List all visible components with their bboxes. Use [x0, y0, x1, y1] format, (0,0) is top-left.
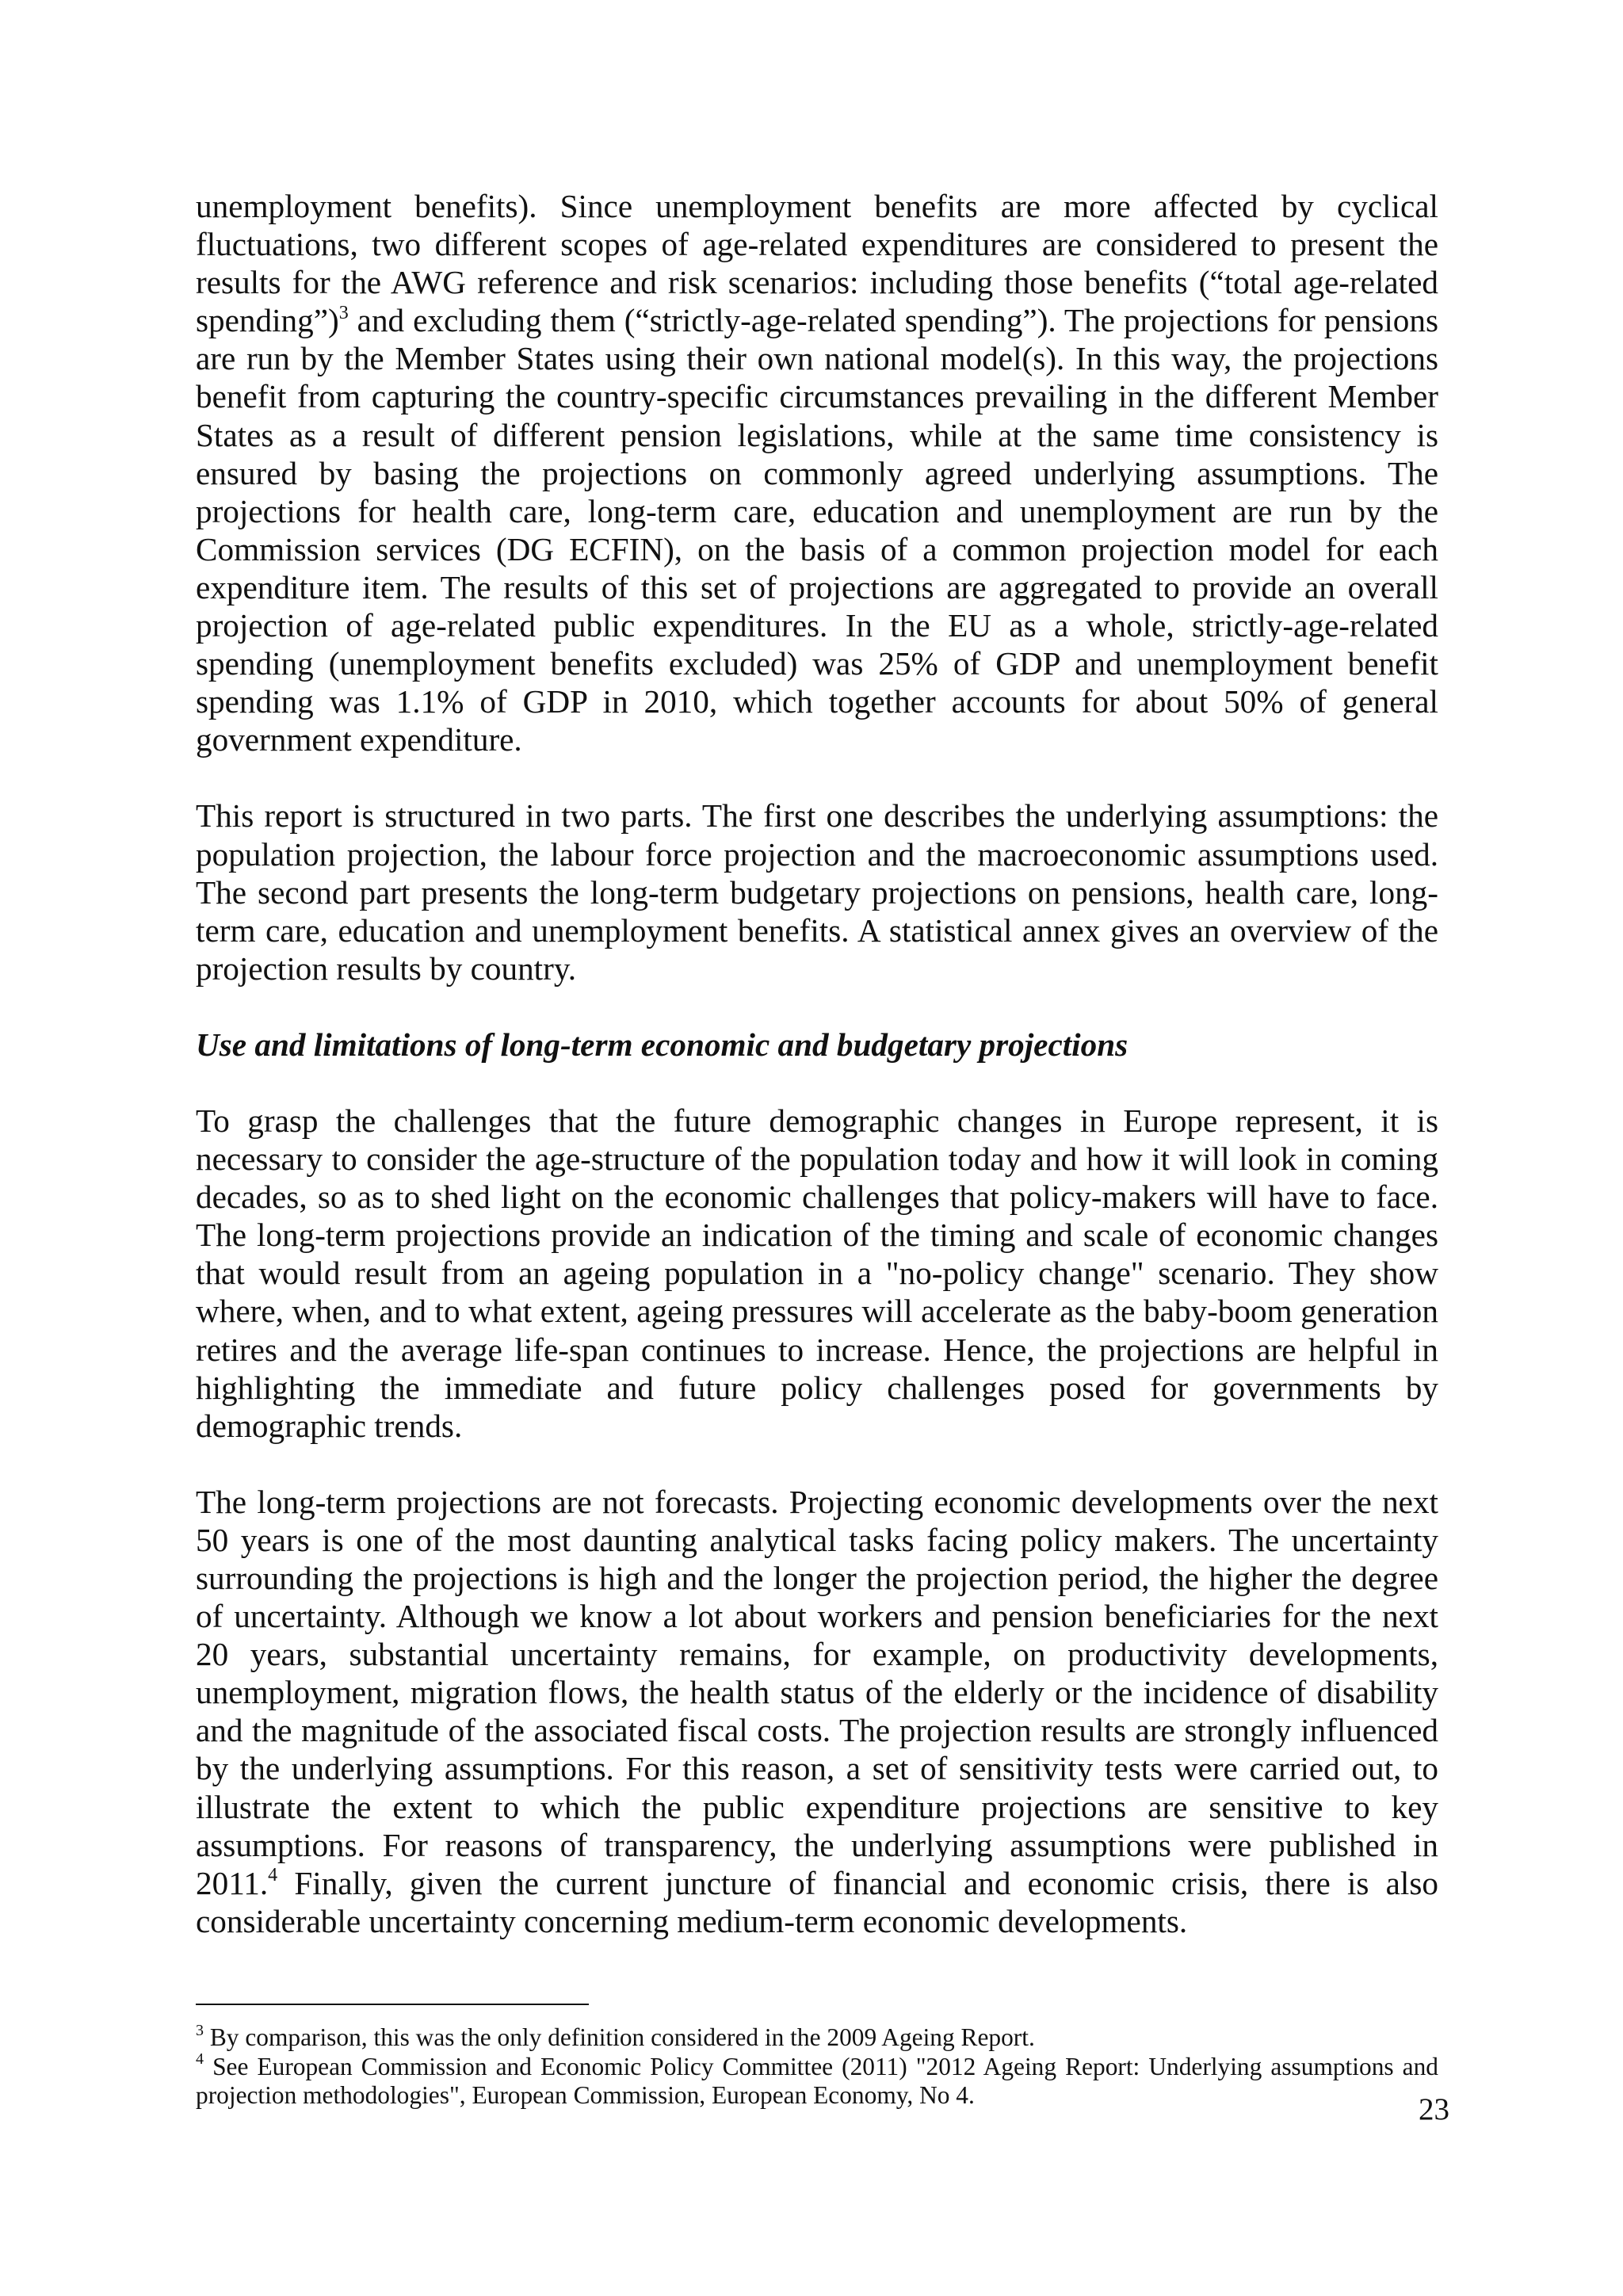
main-text [196, 187, 1438, 1940]
footnote-mark: 3 [196, 2021, 204, 2039]
footnotes [196, 2023, 1438, 2111]
section-heading: Use and limitations of long-term economic and budgetary projections [196, 1026, 1128, 1063]
footnote-divider [196, 2004, 589, 2005]
page-number: 23 [1419, 2092, 1449, 2126]
paragraph-spacer [196, 1064, 1438, 1102]
paragraph-text: and excluding them (“strictly-age-related spending”). The projections for pensions are run by the Member States using their own national model(s). In this way, the projections benefit from capturing the country-specific circumstances prevailing in the different Member States as a result of different pension legislations, while at the same time consistency is ensured by basing the projections on commonly agreed underlying assumptions. The projections for health care, long-term care, education and unemployment are run by the Commission services (DG ECFIN), on the basis of a common projection model for each expenditure item. The results of this set of projections are aggregated to provide an overall projection of age-related public expenditures. In the EU as a whole, strictly-age-related spending (unemployment benefits excluded) was 25% of GDP and unemployment benefit spending was 1.1% of GDP in 2010, which together accounts for about 50% of general government expenditure. [196, 302, 1438, 758]
paragraph-spacer [196, 758, 1438, 797]
footnote-3 [196, 2023, 1438, 2053]
paragraph-text: unemployment benefits). Since unemployment benefits are more affected by cyclical fluctuations, two different scopes of age-related expenditures are considered to present the results for the AWG reference and risk scenarios: including those benefits (“total age-related spending”) [196, 188, 1438, 339]
paragraph-report-structure: This report is structured in two parts. The first one describes the underlying assumptions: the population projection, the labour force projection and the macroeconomic assumptions used. The second part presents the long-term budgetary projections on pensions, health care, long-term care, education and unemployment benefits. A statistical annex gives an overview of the projection results by country. [196, 797, 1438, 987]
footnote-4 [196, 2050, 1438, 2111]
footnote-reference[interactable]: 4 [268, 1865, 278, 1886]
paragraph-demographic-challenges: To grasp the challenges that the future demographic changes in Europe represent, it is necessary to consider the age-structure of the population today and how it will look in coming decades, so as to shed light on the economic challenges that policy-makers will have to face. The long-term projections provide an indication of the timing and scale of economic changes that would result from an ageing population in a "no-policy change" scenario. They show where, when, and to what extent, ageing pressures will accelerate as the baby-boom generation retires and the average life-span continues to increase. Hence, the projections are helpful in highlighting the immediate and future policy challenges posed for governments by demographic trends. [196, 1102, 1438, 1444]
paragraph-text: The long-term projections are not forecasts. Projecting economic developments over the next 50 years is one of the most daunting analytical tasks facing policy makers. The uncertainty surrounding the projections is high and the longer the projection period, the higher the degree of uncertainty. Although we know a lot about workers and pension beneficiaries for the next 20 years, substantial uncertainty remains, for example, on productivity developments, unemployment, migration flows, the health status of the elderly or the incidence of disability and the magnitude of the associated fiscal costs. The projection results are strongly influenced by the underlying assumptions. For this reason, a set of sensitivity tests were carried out, to illustrate the extent to which the public expenditure projections are sensitive to key assumptions. For reasons of transparency, the underlying assumptions were published in 2011. [196, 1483, 1438, 1901]
paragraph-text: Finally, given the current juncture of financial and economic crisis, there is also considerable uncertainty concerning medium-term economic developments. [196, 1864, 1438, 1939]
paragraph-spacer [196, 988, 1438, 1026]
paragraph-scopes-of-expenditure [196, 187, 1438, 758]
footnote-text: By comparison, this was the only definition considered in the 2009 Ageing Report. [204, 2023, 1035, 2051]
footnote-reference[interactable]: 3 [338, 302, 349, 323]
footnote-mark: 4 [196, 2050, 204, 2069]
footnote-text: See European Commission and Economic Policy Committee (2011) "2012 Ageing Report: Underlying assumptions and projection methodologies", European Commission, European Economy, No 4. [196, 2052, 1438, 2109]
paragraph-projections-not-forecasts [196, 1483, 1438, 1940]
paragraph-spacer [196, 1445, 1438, 1483]
